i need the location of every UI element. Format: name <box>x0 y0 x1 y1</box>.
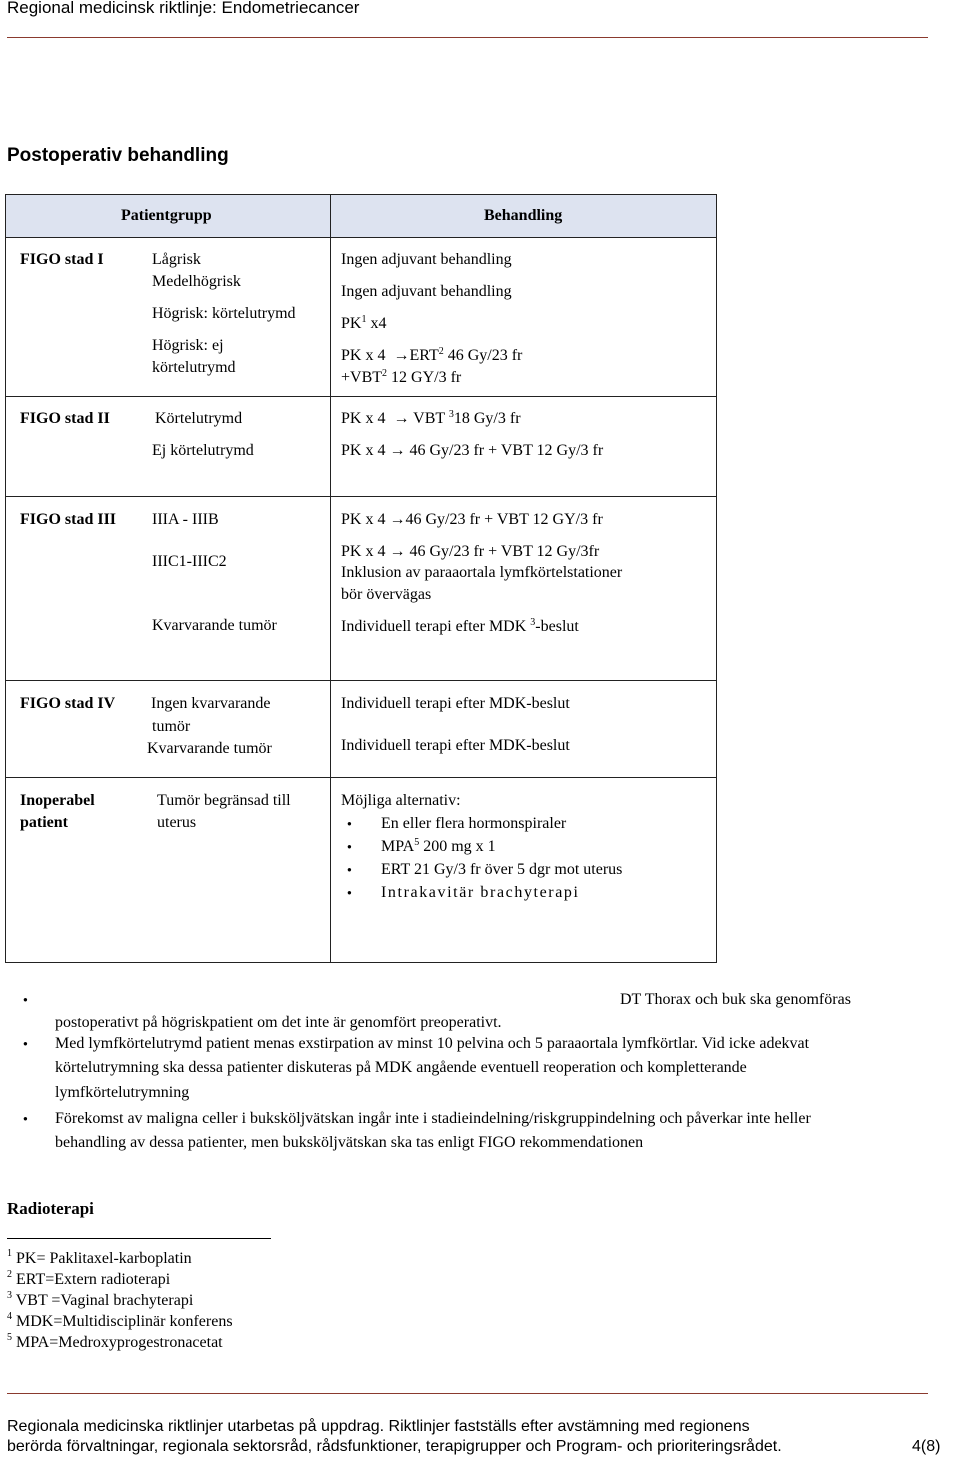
footer-line: berörda förvaltningar, regionala sektorsråd, rådsfunktioner, terapigrupper och Program- och prioriteringsrådet. <box>7 1438 782 1455</box>
table-row-divider <box>5 396 717 397</box>
page-number: 4(8) <box>912 1438 941 1455</box>
list-item: ● MPA$^5$ 200 mg x 1 <box>341 836 622 859</box>
note-text: Med lymfkörtelutrymd patient menas exstirpation av minst 10 pelvina och 5 paraaortala lymfkörtlar. Vid icke adekvat <box>55 1035 810 1052</box>
footer-line: Regionala medicinska riktlinjer utarbetas på uppdrag. Riktlinjer fastställs efter avstämning med regionens <box>7 1418 750 1435</box>
note-text: DT Thorax och buk ska genomföras <box>620 991 851 1008</box>
stage-label: FIGO stad II <box>20 410 110 427</box>
treatment-text: Individuell terapi efter MDK-beslut <box>341 695 570 712</box>
table-border-left <box>5 194 6 963</box>
header-rule <box>7 37 928 38</box>
document-header: Regional medicinsk riktlinje: Endometriecancer <box>7 0 360 17</box>
list-item: ● Intrakavitär brachyterapi <box>341 882 622 905</box>
radioterapi-heading: Radioterapi <box>7 1199 94 1218</box>
table-row-divider <box>5 680 717 681</box>
table-border-top <box>5 194 717 195</box>
treatment-text: Individuell terapi efter MDK-beslut <box>341 737 570 754</box>
treatment-text: PK x $4 \to ERT^2$ 46 Gy/23 fr <box>341 346 523 364</box>
group-label: Högrisk: körtelutrymd <box>152 305 296 322</box>
table-border-bottom <box>5 962 717 963</box>
footnote: $^5$ MPA=Medroxyprogestronacetat <box>7 1332 223 1351</box>
footnote: $^4$ MDK=Multidisciplinär konferens <box>7 1311 233 1330</box>
treatment-text: PK x 4 → 46 Gy/23 fr + VBT 12 Gy/3 fr <box>341 442 604 459</box>
stage-label: FIGO stad III <box>20 511 117 528</box>
list-item: ● ERT 21 Gy/3 fr över 5 dgr mot uterus <box>341 859 622 882</box>
treatment-text: $PK^1$ x4 <box>341 314 387 332</box>
stage-label: patient <box>20 814 68 831</box>
stage-label: FIGO stad I <box>20 251 104 268</box>
bullet-icon: ● <box>23 1114 28 1123</box>
stage-label: FIGO stad IV <box>20 695 116 712</box>
treatment-options-list <box>341 813 622 905</box>
table-row-divider <box>5 496 717 497</box>
group-label: Tumör begränsad till <box>157 792 291 809</box>
section-title: Postoperativ behandling <box>7 145 229 166</box>
col-header-patientgrupp: Patientgrupp <box>121 207 212 224</box>
table-border-right <box>716 194 717 963</box>
treatment-text: Individuell terapi efter MDK $^3$-beslut <box>341 617 579 635</box>
group-label: tumör <box>152 718 191 735</box>
footnote: $^2$ ERT=Extern radioterapi <box>7 1269 171 1288</box>
group-label: uterus <box>157 814 197 831</box>
group-label: IIIA - IIIB <box>152 511 219 528</box>
footnote: $^3$ VBT =Vaginal brachyterapi <box>7 1290 194 1309</box>
group-label: Medelhögrisk <box>152 273 241 290</box>
stage-label: Inoperabel <box>20 792 95 809</box>
bullet-icon: ● <box>23 1039 28 1048</box>
treatment-text: bör övervägas <box>341 586 432 603</box>
table-row-divider <box>5 237 717 238</box>
list-item: ● En eller flera hormonspiraler <box>341 813 622 836</box>
table-row-divider <box>5 777 717 778</box>
treatment-text: Möjliga alternativ: <box>341 792 461 809</box>
group-label: IIIC1-IIIC2 <box>152 553 227 570</box>
treatment-text: PK x 4 → VBT $^3$18 Gy/3 fr <box>341 409 521 427</box>
treatment-text: Ingen adjuvant behandling <box>341 251 512 268</box>
group-label: Ej körtelutrymd <box>152 442 254 459</box>
group-label: Kvarvarande tumör <box>147 740 272 757</box>
treatment-text: Inklusion av paraaortala lymfkörtelstationer <box>341 564 623 581</box>
note-text: Förekomst av maligna celler i buksköljvätskan ingår inte i stadieindelning/riskgruppindelning och påverkar inte heller <box>55 1110 811 1127</box>
footnote-separator <box>7 1238 271 1239</box>
table-header-bg <box>6 195 717 237</box>
group-label: körtelutrymd <box>152 359 236 376</box>
note-text: körtelutrymning ska dessa patienter diskuteras på MDK angående eventuell reoperation och kompletterande <box>55 1059 747 1076</box>
group-label: Ingen kvarvarande <box>151 695 271 712</box>
treatment-text: $+VBT^2$ 12 GY/3 fr <box>341 368 462 386</box>
note-text: lymfkörtelutrymning <box>55 1084 190 1101</box>
treatment-text: PK x 4 → 46 Gy/23 fr + VBT 12 Gy/3fr <box>341 543 600 560</box>
footer-rule <box>7 1393 928 1394</box>
group-label: Högrisk: ej <box>152 337 224 354</box>
group-label: Lågrisk <box>152 251 201 268</box>
col-header-behandling: Behandling <box>484 207 563 224</box>
group-label: Körtelutrymd <box>155 410 243 427</box>
group-label: Kvarvarande tumör <box>152 617 277 634</box>
note-text: postoperativt på högriskpatient om det inte är genomfört preoperativt. <box>55 1014 502 1031</box>
note-text: behandling av dessa patienter, men buksköljvätskan ska tas enligt FIGO rekommendationen <box>55 1134 644 1151</box>
bullet-icon: ● <box>23 995 28 1004</box>
table-col-divider <box>330 194 331 963</box>
footnote: $^1$ PK= Paklitaxel-karboplatin <box>7 1248 192 1267</box>
treatment-text: PK x 4 →46 Gy/23 fr + VBT 12 GY/3 fr <box>341 511 603 528</box>
treatment-text: Ingen adjuvant behandling <box>341 283 512 300</box>
